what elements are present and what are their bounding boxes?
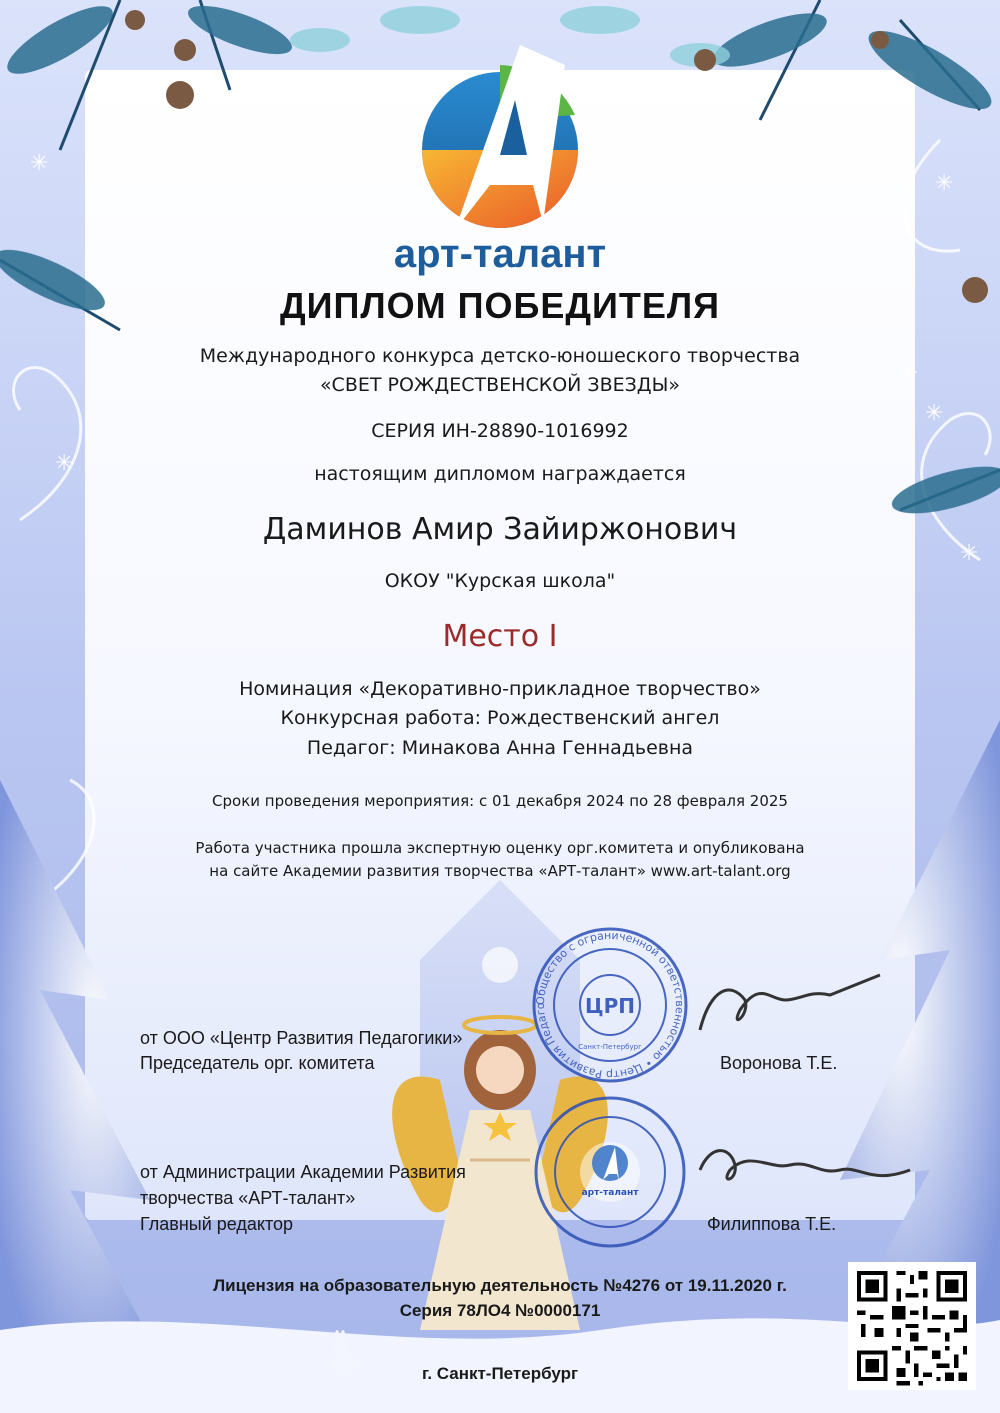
- contest-line-1: Международного конкурса детско-юношеского творчества: [199, 345, 801, 367]
- logo: [415, 45, 585, 235]
- svg-text:✳: ✳: [30, 151, 49, 176]
- school-name: ОКОУ "Курская школа": [384, 570, 616, 592]
- svg-text:✳: ✳: [900, 361, 919, 386]
- svg-text:✳: ✳: [960, 541, 979, 566]
- org2-signer: Филиппова Т.Е.: [707, 1214, 837, 1234]
- org1-signer: Воронова Т.Е.: [720, 1053, 838, 1073]
- license-line-1: Лицензия на образовательную деятельность №4276 от 19.11.2020 г.: [213, 1276, 787, 1295]
- stamp-center-text: ЦРП: [585, 994, 635, 1018]
- org2-line-3: Главный редактор: [140, 1214, 294, 1234]
- event-dates: Сроки проведения мероприятия: с 01 декабря 2024 по 28 февраля 2025: [212, 792, 788, 810]
- contest-work: Конкурсная работа: Рождественский ангел: [280, 707, 720, 729]
- org1-line-2: Председатель орг. комитета: [140, 1053, 375, 1073]
- review-line-1: Работа участника прошла экспертную оценку орг.комитета и опубликована: [195, 839, 805, 857]
- teacher: Педагог: Минакова Анна Геннадьевна: [306, 737, 694, 759]
- review-line-2: на сайте Академии развития творчества «АРТ-талант» www.art-talant.org: [209, 862, 791, 880]
- brand-name: арт-талант: [393, 232, 607, 276]
- contest-line-2: «СВЕТ РОЖДЕСТВЕНСКОЙ ЗВЕЗДЫ»: [319, 374, 681, 396]
- place-award: Место I: [442, 619, 558, 654]
- art-talant-logo-icon: [415, 45, 585, 235]
- svg-text:✳: ✳: [935, 171, 954, 196]
- signature-voronova: [690, 970, 890, 1050]
- qr-code[interactable]: [848, 1262, 976, 1390]
- org1-line-1: от ООО «Центр Развития Педагогики»: [140, 1028, 463, 1048]
- license-line-2: Серия 78ЛО4 №0000171: [399, 1301, 601, 1320]
- stamp-ring-text: Общество с ограниченной ответственностью • Центр Развития Педаго: [533, 928, 687, 1082]
- diploma-title: ДИПЛОМ ПОБЕДИТЕЛЯ: [279, 285, 721, 326]
- svg-text:✳: ✳: [925, 401, 944, 426]
- series-number: СЕРИЯ ИН-28890-1016992: [371, 420, 629, 442]
- signature-filippova: [690, 1140, 920, 1210]
- nomination: Номинация «Декоративно-прикладное творчество»: [239, 678, 761, 700]
- org2-line-1: от Администрации Академии Развития: [140, 1162, 466, 1182]
- awarded-text: настоящим дипломом награждается: [314, 463, 686, 485]
- stamp-art-talant: [533, 1095, 688, 1250]
- city: г. Санкт-Петербург: [421, 1364, 579, 1383]
- svg-text:✳: ✳: [55, 451, 74, 476]
- org2-line-2: творчества «АРТ-талант»: [140, 1188, 356, 1208]
- stamp-bottom-text: Санкт-Петербург: [578, 1043, 642, 1051]
- stamp-crp: [530, 925, 690, 1085]
- stamp2-brand: арт-талант: [581, 1188, 639, 1198]
- recipient-name: Даминов Амир Зайиржонович: [262, 512, 738, 547]
